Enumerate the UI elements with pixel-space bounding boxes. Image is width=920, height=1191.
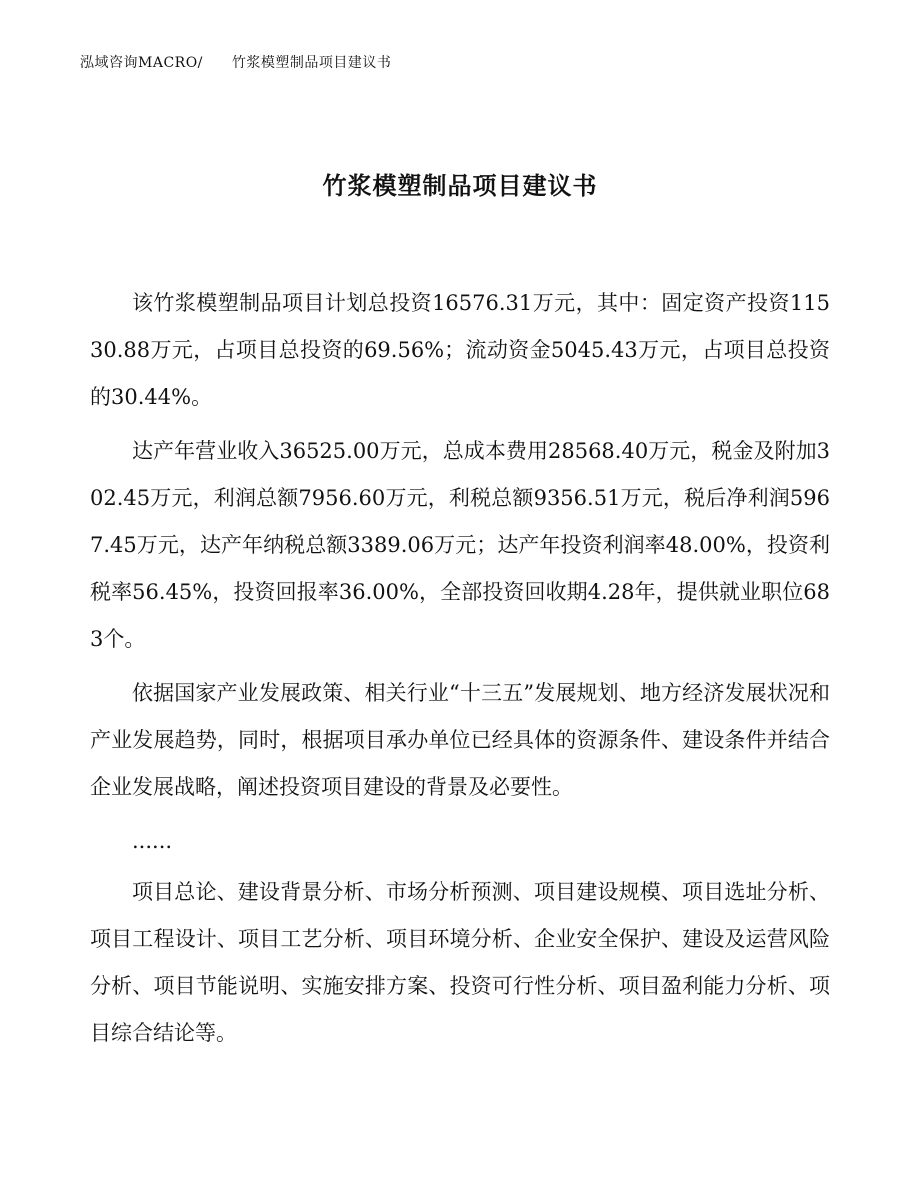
header-doc-title: 竹浆模塑制品项目建议书 <box>231 55 392 71</box>
paragraph-investment: 该竹浆模塑制品项目计划总投资16576.31万元，其中：固定资产投资11530.88万元，占项目总投资的69.56%；流动资金5045.43万元，占项目总投资的30.44%。 <box>90 291 830 409</box>
paragraph-contents: 项目总论、建设背景分析、市场分析预测、项目建设规模、项目选址分析、项目工程设计、项目工艺分析、项目环境分析、企业安全保护、建设及运营风险分析、项目节能说明、实施安排方案、投资可行性分析、项目盈利能力分析、项目综合结论等。 <box>90 880 830 1045</box>
document-body <box>90 280 830 1064</box>
paragraph-financials: 达产年营业收入36525.00万元，总成本费用28568.40万元，税金及附加302.45万元，利润总额7956.60万元，利税总额9356.51万元，税后净利润5967.45万元，达产年纳税总额3389.06万元；达产年投资利润率48.00%，投资利税率56.45%，投资回报率36.00%，全部投资回收期4.28年，提供就业职位683个。 <box>90 439 830 651</box>
document-title: 竹浆模塑制品项目建议书 <box>322 171 598 200</box>
header-org: 泓域咨询MACRO/ <box>80 55 203 71</box>
paragraph-ellipsis: ...... <box>132 829 173 853</box>
page-header <box>80 52 391 72</box>
paragraph-background: 依据国家产业发展政策、相关行业“十三五”发展规划、地方经济发展状况和产业发展趋势，同时，根据项目承办单位已经具体的资源条件、建设条件并结合企业发展战略，阐述投资项目建设的背景及必要性。 <box>90 681 830 799</box>
